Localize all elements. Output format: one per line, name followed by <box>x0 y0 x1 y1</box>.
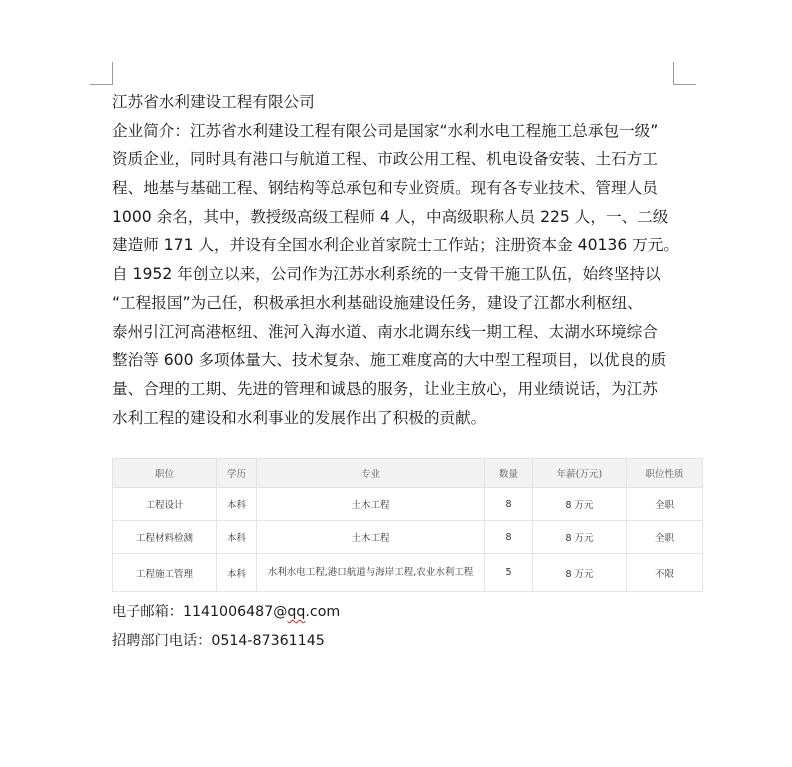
intro-line: “工程报国”为己任，积极承担水利基础设施建设任务，建设了江都水利枢纽、 <box>112 293 643 312</box>
email-line <box>112 598 340 627</box>
cell-education: 本科 <box>217 554 257 592</box>
cell-salary: 8 万元 <box>533 488 627 521</box>
cell-count: 8 <box>485 521 533 554</box>
company-title: 江苏省水利建设工程有限公司 <box>112 93 315 111</box>
intro-line: 程、地基与基础工程、钢结构等总承包和专业资质。现有各专业技术、管理人员 <box>112 179 658 198</box>
cell-type: 不限 <box>627 554 703 592</box>
cell-salary: 8 万元 <box>533 554 627 592</box>
email-label: 电子邮箱： <box>112 604 183 620</box>
header-major: 专业 <box>257 459 485 488</box>
cell-count: 8 <box>485 488 533 521</box>
contact-info <box>112 598 340 655</box>
cell-type: 全职 <box>627 521 703 554</box>
intro-line: 量、合理的工期、先进的管理和诚恳的服务，让业主放心，用业绩说话，为江苏 <box>112 379 658 398</box>
intro-line: 企业简介：江苏省水利建设工程有限公司是国家“水利水电工程施工总承包一级” <box>112 121 659 140</box>
cell-position: 工程设计 <box>113 488 217 521</box>
email-user: 1141006487@ <box>182 604 288 620</box>
document-body <box>112 88 678 432</box>
intro-line: 自 1952 年创立以来，公司作为江苏水利系统的一支骨干施工队伍，始终坚持以 <box>112 265 661 284</box>
intro-line: 整治等 600 多项体量大、技术复杂、施工难度高的大中型工程项目，以优良的质 <box>112 351 667 370</box>
cell-type: 全职 <box>627 488 703 521</box>
cell-education: 本科 <box>217 488 257 521</box>
cell-education: 本科 <box>217 521 257 554</box>
job-table <box>112 458 703 592</box>
table-row <box>113 488 703 521</box>
email-tld: .com <box>305 604 341 620</box>
cell-count: 5 <box>485 554 533 592</box>
header-type: 职位性质 <box>627 459 703 488</box>
intro-line: 泰州引江河高港枢纽、淮河入海水道、南水北调东线一期工程、太湖水环境综合 <box>112 322 658 341</box>
cell-major: 水利水电工程,港口航道与海岸工程,农业水利工程 <box>257 554 485 592</box>
page-corner-mark-top-right <box>673 62 696 85</box>
email-domain-spellcheck: qq <box>287 604 306 620</box>
cell-position: 工程施工管理 <box>113 554 217 592</box>
header-count: 数量 <box>485 459 533 488</box>
cell-major: 土木工程 <box>257 488 485 521</box>
intro-line: 1000 余名，其中，教授级高级工程师 4 人，中高级职称人员 225 人，一、二级 <box>112 207 669 226</box>
cell-salary: 8 万元 <box>533 521 627 554</box>
header-education: 学历 <box>217 459 257 488</box>
header-position: 职位 <box>113 459 217 488</box>
page-corner-mark-top-left <box>90 62 113 85</box>
phone-line: 招聘部门电话：0514-87361145 <box>112 632 325 649</box>
table-row <box>113 554 703 592</box>
header-salary: 年薪(万元) <box>533 459 627 488</box>
intro-line: 资质企业，同时具有港口与航道工程、市政公用工程、机电设备安装、土石方工 <box>112 150 658 169</box>
email-address <box>183 604 340 620</box>
table-row <box>113 521 703 554</box>
cell-major: 土木工程 <box>257 521 485 554</box>
intro-line: 建造师 171 人，并设有全国水利企业首家院士工作站；注册资本金 40136 万元。 <box>112 236 680 255</box>
table-header-row <box>113 459 703 488</box>
intro-line: 水利工程的建设和水利事业的发展作出了积极的贡献。 <box>112 408 487 427</box>
cell-position: 工程材料检测 <box>113 521 217 554</box>
job-table-image <box>112 458 684 592</box>
